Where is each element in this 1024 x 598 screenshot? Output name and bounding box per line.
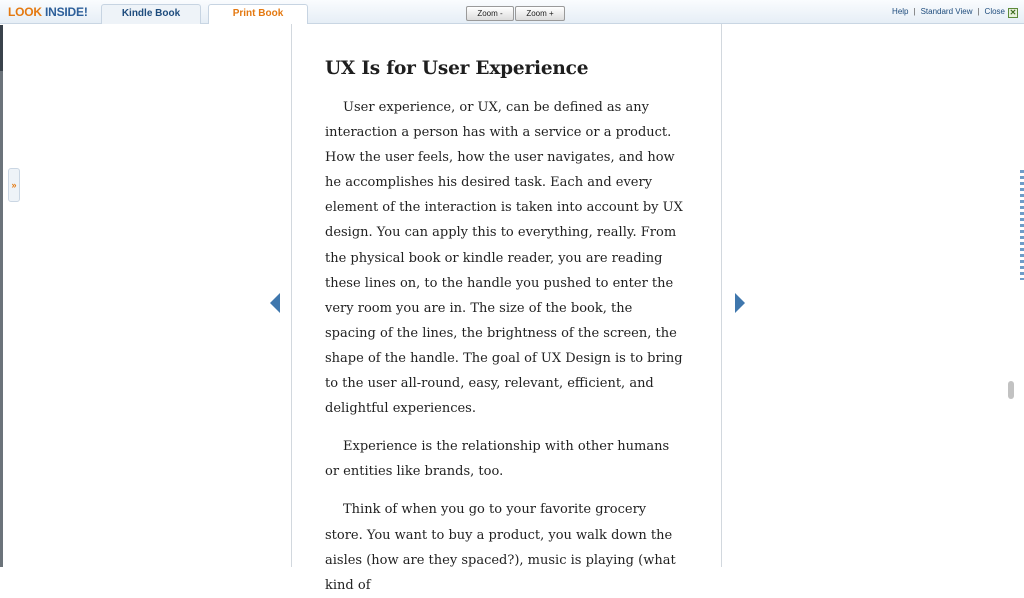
link-separator: | <box>913 7 916 16</box>
top-toolbar <box>0 0 1024 24</box>
link-separator: | <box>977 7 980 16</box>
left-edge-highlight <box>0 71 3 567</box>
tab-print-book[interactable]: Print Book <box>208 4 308 24</box>
close-icon[interactable]: ✕ <box>1009 8 1017 17</box>
logo-look-text: LOOK <box>8 5 42 19</box>
book-page <box>291 24 722 593</box>
logo-inside-text: INSIDE! <box>45 5 88 19</box>
tab-kindle-book[interactable]: Kindle Book <box>101 4 201 24</box>
left-window-edge <box>0 25 3 567</box>
chevron-right-icon[interactable] <box>735 293 745 313</box>
close-link[interactable]: Close <box>984 7 1005 16</box>
paragraph: Experience is the relationship with other humans or entities like brands, too. <box>325 439 670 480</box>
look-inside-logo <box>8 5 88 19</box>
double-chevron-right-icon: » <box>11 180 17 190</box>
chevron-left-icon[interactable] <box>270 293 280 313</box>
paragraph: User experience, or UX, can be defined as any interaction a person has with a service or a product. How the user feels, how the user navigates, and how he accomplishes his desired task. Each and every element of the interaction is taken into account by UX design. You can apply this to everything, really. From the physical book or kindle reader, you are reading these lines on, to the handle you pushed to enter the very room you are in. The size of the book, the spacing of the lines, the brightness of the screen, the shape of the handle. The goal of UX Design is to bring to the user all-round, easy, relevant, efficient, and delightful experiences. <box>325 100 683 417</box>
help-link[interactable]: Help <box>892 7 909 16</box>
zoom-in-button[interactable]: Zoom + <box>515 6 565 21</box>
expand-sidebar-button[interactable] <box>8 168 20 202</box>
zoom-out-button[interactable]: Zoom - <box>466 6 514 21</box>
paragraph: Think of when you go to your favorite grocery store. You want to buy a product, you walk down the aisles (how are they spaced?), music is playing (what kind of <box>325 502 676 593</box>
top-links <box>892 7 1018 18</box>
standard-view-link[interactable]: Standard View <box>920 7 973 16</box>
scrollbar-thumb[interactable] <box>1008 381 1014 399</box>
page-content <box>325 54 687 598</box>
right-edge-strip <box>1020 170 1024 280</box>
chapter-title: UX Is for User Experience <box>325 58 589 79</box>
